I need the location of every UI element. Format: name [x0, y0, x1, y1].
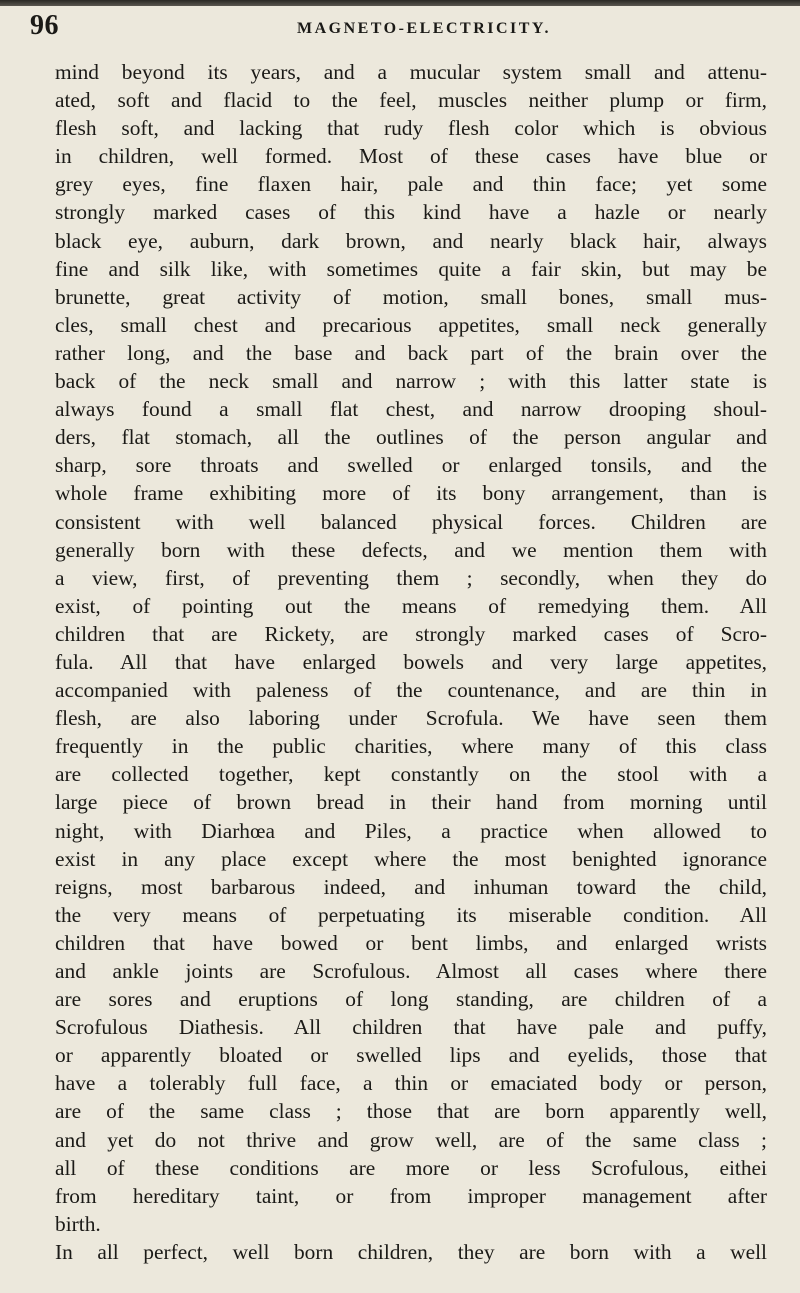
text-line: rather long, and the base and back part of the brain over the	[55, 340, 767, 365]
text-line: generally born with these defects, and we mention them with	[55, 537, 767, 562]
text-line: or apparently bloated or swelled lips and eyelids, those that	[55, 1043, 767, 1068]
text-line: reigns, most barbarous indeed, and inhuman toward the child,	[55, 874, 767, 899]
text-line: the very means of perpetuating its miserable condition. All	[55, 902, 767, 927]
text-line: Scrofulous Diathesis. All children that have pale and puffy,	[55, 1015, 767, 1040]
text-line: cles, small chest and precarious appetites, small neck generally	[55, 312, 767, 337]
text-line: have a tolerably full face, a thin or emaciated body or person,	[55, 1071, 767, 1096]
page-header	[30, 8, 778, 42]
text-line: exist in any place except where the most benighted ignorance	[55, 846, 767, 871]
running-head: MAGNETO-ELECTRICITY.	[296, 20, 552, 37]
text-line: ated, soft and flacid to the feel, muscles neither plump or firm,	[55, 88, 767, 113]
text-line: mind beyond its years, and a mucular system small and attenu-	[55, 60, 767, 84]
text-line: children that are Rickety, are strongly marked cases of Scro-	[55, 621, 767, 646]
text-line: consistent with well balanced physical forces. Children are	[55, 509, 767, 534]
text-line: ders, flat stomach, all the outlines of the person angular and	[55, 425, 767, 450]
text-line: frequently in the public charities, where many of this class	[55, 734, 767, 759]
text-line: exist, of pointing out the means of remedying them. All	[55, 593, 767, 618]
text-line: sharp, sore throats and swelled or enlarged tonsils, and the	[55, 453, 767, 478]
text-line: a view, first, of preventing them ; secondly, when they do	[55, 565, 767, 590]
text-line: children that have bowed or bent limbs, and enlarged wrists	[55, 930, 767, 955]
text-line: strongly marked cases of this kind have a hazle or nearly	[55, 200, 767, 225]
top-rule	[0, 0, 800, 6]
text-line: whole frame exhibiting more of its bony arrangement, than is	[55, 481, 767, 506]
text-line: birth.	[55, 1211, 101, 1236]
body-text	[55, 58, 767, 1266]
text-line: in children, well formed. Most of these cases have blue or	[55, 144, 767, 169]
text-line: always found a small flat chest, and narrow drooping shoul-	[55, 397, 767, 422]
text-line: are sores and eruptions of long standing, are children of a	[55, 987, 767, 1012]
text-line: night, with Diarhœa and Piles, a practice when allowed to	[55, 818, 767, 843]
text-line: are of the same class ; those that are born apparently well,	[55, 1099, 767, 1124]
text-line: are collected together, kept constantly on the stool with a	[55, 762, 767, 787]
text-line: all of these conditions are more or less Scrofulous, eithei	[55, 1155, 767, 1180]
text-line: flesh soft, and lacking that rudy flesh color which is obvious	[55, 116, 767, 141]
text-line: fine and silk like, with sometimes quite a fair skin, but may be	[55, 256, 767, 281]
text-line: grey eyes, fine flaxen hair, pale and thin face; yet some	[55, 172, 767, 197]
text-line: brunette, great activity of motion, small bones, small mus-	[55, 284, 767, 309]
text-line: fula. All that have enlarged bowels and very large appetites,	[55, 649, 767, 674]
text-line: In all perfect, well born children, they are born with a well	[55, 1239, 767, 1264]
text-line: and ankle joints are Scrofulous. Almost all cases where there	[55, 959, 767, 983]
text-line: from hereditary taint, or from improper management after	[55, 1183, 767, 1208]
text-line: back of the neck small and narrow ; with this latter state is	[55, 369, 767, 394]
text-line: black eye, auburn, dark brown, and nearly black hair, always	[55, 228, 767, 253]
text-line: large piece of brown bread in their hand from morning until	[55, 790, 767, 815]
text-line: flesh, are also laboring under Scrofula. We have seen them	[55, 706, 767, 731]
text-line: and yet do not thrive and grow well, are of the same class ;	[55, 1127, 767, 1152]
page-number: 96	[30, 10, 59, 41]
text-line: accompanied with paleness of the countenance, and are thin in	[55, 678, 767, 703]
